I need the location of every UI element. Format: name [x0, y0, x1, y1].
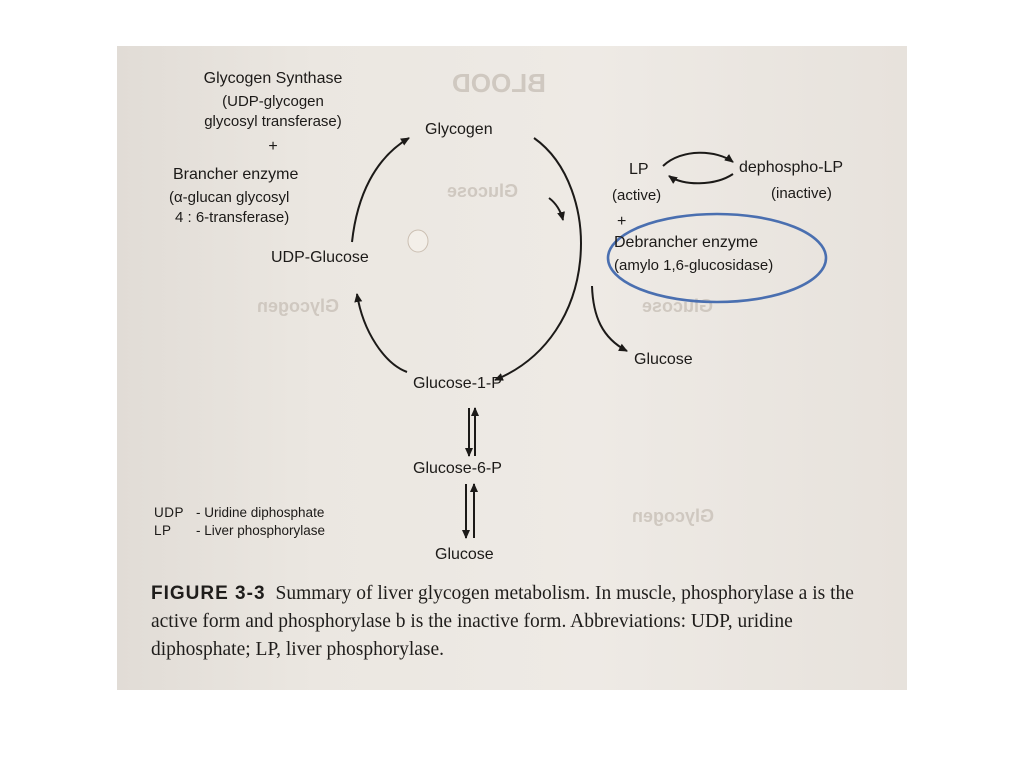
lp-label: LP — [629, 161, 649, 178]
brancher-subtitle-2: 4 : 6-transferase) — [175, 209, 290, 226]
synthase-subtitle-2: glycosyl transferase) — [204, 113, 342, 130]
abbreviation-row: LP - Liver phosphorylase — [154, 523, 326, 538]
lp-active-state: (active) — [612, 187, 662, 204]
abbreviation-row: UDP - Uridine diphosphate — [154, 505, 325, 520]
node-glucose-1-p: Glucose-1-P — [413, 375, 502, 392]
arrow-dephospho-to-lp — [669, 174, 733, 183]
figure-number: FIGURE 3-3 — [151, 583, 266, 604]
synthase-subtitle-1: (UDP-glycogen — [222, 93, 324, 110]
scanned-page — [117, 46, 907, 690]
arrow-lp-to-dephospho — [663, 153, 733, 166]
lp-plus: + — [617, 213, 627, 230]
synthase-plus: + — [268, 138, 278, 155]
figure-caption — [151, 580, 893, 664]
arrow-branch-to-glucose — [592, 286, 627, 351]
node-glucose-6-p: Glucose-6-P — [413, 460, 502, 477]
dephospho-lp-label: dephospho-LP — [739, 159, 844, 176]
caption-text: Summary of liver glycogen metabolism. In muscle, phosphorylase a is the active form and phosphorylase b is the inactive form. Abbreviations: UDP, uridine diphosphate; LP, liver phosphorylase. — [151, 583, 854, 660]
brancher-subtitle-1: (α-glucan glycosyl — [169, 189, 290, 206]
abbreviation-legend — [154, 504, 325, 540]
node-glycogen: Glycogen — [425, 121, 493, 138]
dephospho-lp-state: (inactive) — [771, 185, 832, 202]
bleed-through-text: Glycogen — [632, 506, 715, 526]
bleed-through-text: Glucose — [642, 296, 714, 316]
bleed-through-text: Glucose — [447, 181, 519, 201]
arrow-glucose1p-to-udpglucose — [357, 294, 407, 372]
debrancher-subtitle: (amylo 1,6-glucosidase) — [614, 257, 774, 274]
node-glucose-bottom: Glucose — [435, 546, 494, 563]
debrancher-title: Debrancher enzyme — [614, 234, 759, 251]
bleed-through-text: Glycogen — [257, 296, 340, 316]
synthase-title: Glycogen Synthase — [203, 70, 343, 87]
brancher-title: Brancher enzyme — [173, 166, 299, 183]
bleed-through-text: BLOOD — [452, 68, 546, 98]
paper-blemish — [408, 230, 428, 252]
node-glucose-right: Glucose — [634, 351, 693, 368]
node-udp-glucose: UDP-Glucose — [271, 249, 369, 266]
arrow-glycogen-to-glucose1p — [495, 138, 581, 380]
